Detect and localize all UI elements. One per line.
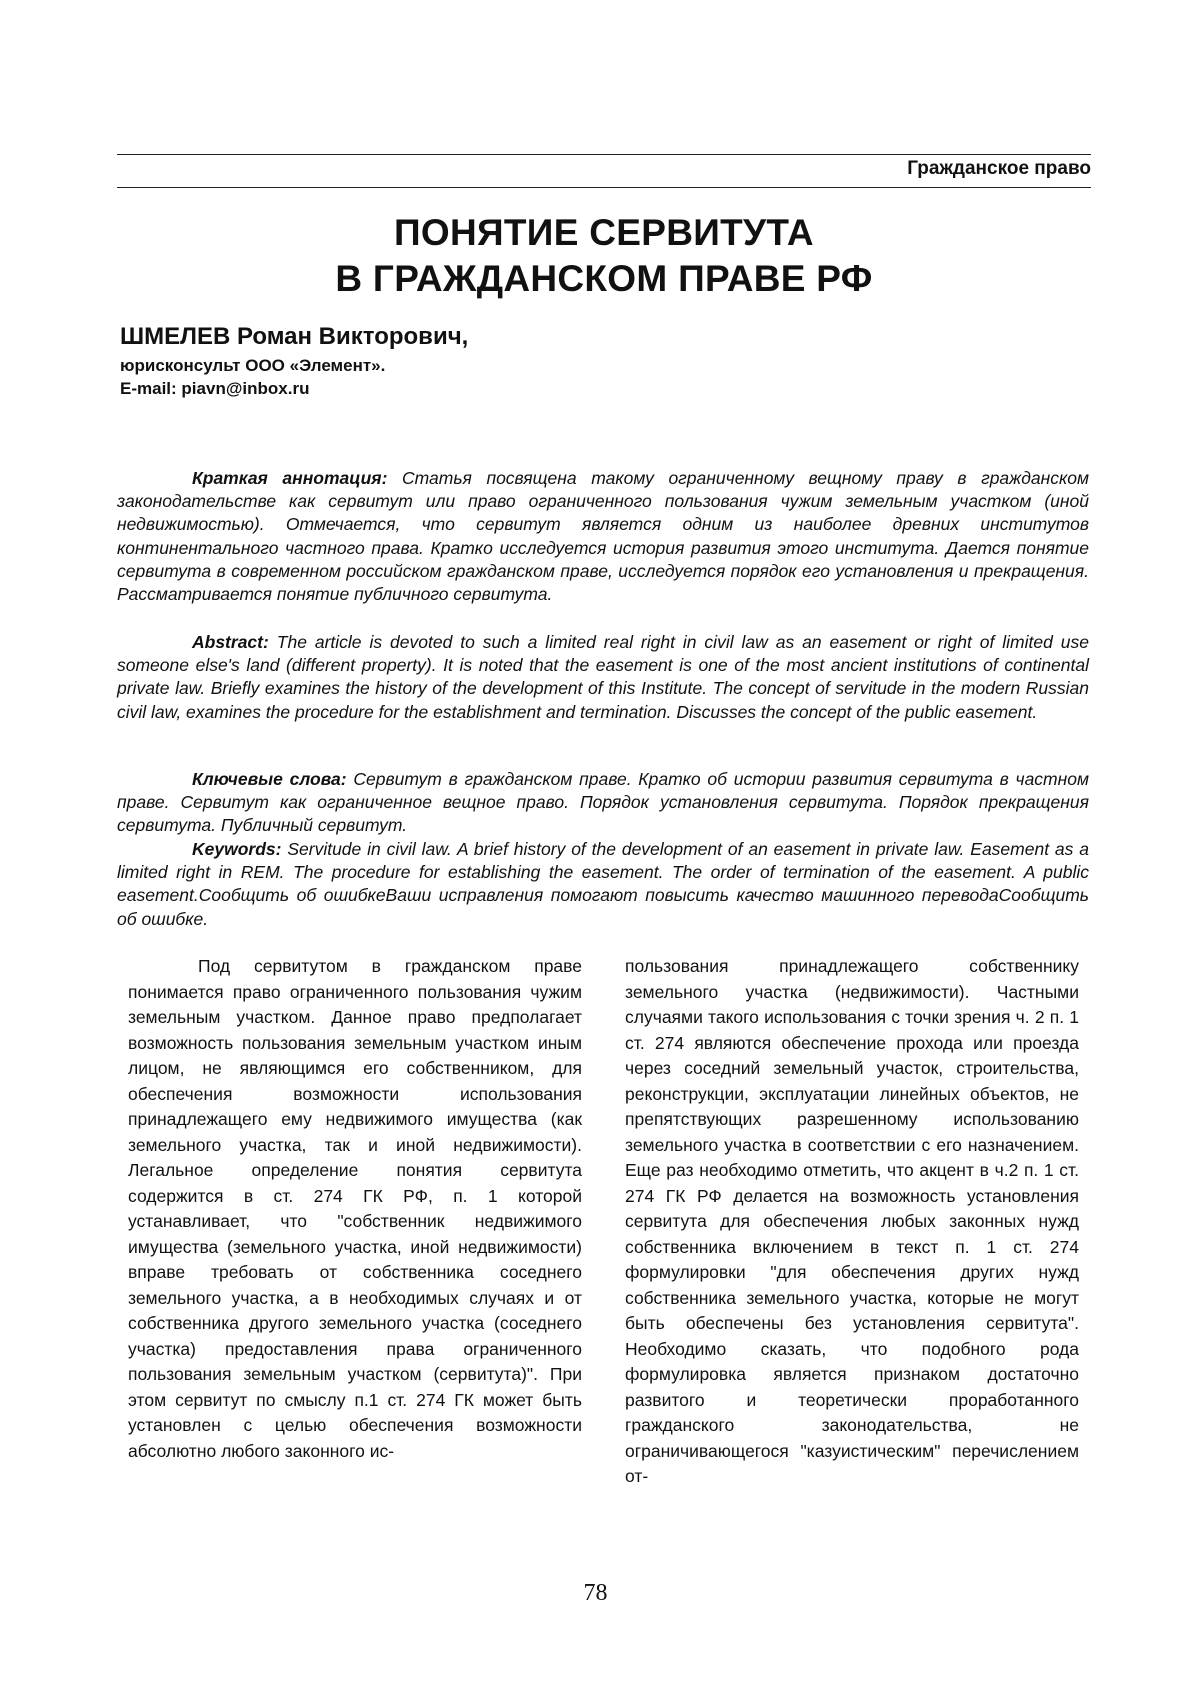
keywords-ru-label: Ключевые слова:	[192, 769, 347, 789]
annotation-ru	[117, 467, 1089, 606]
keywords-ru-text: Сервитут в гражданском праве. Кратко об истории развития сервитута в частном праве. Сервитут как ограниченное вещное право. Порядок установления сервитута. Порядок прекращения сервитута. Публичный сервитут.	[117, 769, 1089, 836]
page-number: 78	[583, 1580, 608, 1606]
author-position: юрисконсульт ООО «Элемент».	[120, 356, 386, 375]
author-email-line	[120, 379, 309, 399]
author-name: ШМЕЛЕВ Роман Викторович,	[120, 323, 469, 350]
article-title-line-1: ПОНЯТИЕ СЕРВИТУТА	[394, 212, 814, 253]
body-column-right: пользования принадлежащего собственнику земельного участка (недвижимости). Частными случаями такого использования с точки зрения ч. 2 п. 1 ст. 274 являются обеспечение прохода или проезда через соседний земельный участок, строительства, реконструкции, эксплуатации линейных объектов, не препятствующих разрешенному использованию земельного участка в соответствии с его назначением. Еще раз необходимо отметить, что акцент в ч.2 п. 1 ст. 274 ГК РФ делается на возможность установления сервитута для обеспечения любых законных нужд собственника включением в текст п. 1 ст. 274 формулировки "для обеспечения других нужд собственника земельного участка, которые не могут быть обеспечены без установления сервитута". Необходимо сказать, что подобного рода формулировка является признаком достаточно развитого и теоретически проработанного гражданского законодательства, не ограничивающегося "казуистическим" перечислением от-	[625, 956, 1079, 1486]
keywords-en	[117, 838, 1089, 931]
keywords-en-text: Servitude in civil law. A brief history of the development of an easement in private law. Easement as a limited right in REM. The procedure for establishing the easement. The order of termination of the easement. A public easement.Сообщить об ошибкеВаши исправления помогают повысить качество машинного переводаСообщить об ошибке.	[117, 839, 1089, 929]
section-heading: Гражданское право	[907, 158, 1091, 179]
author-email-label: E-mail:	[120, 379, 177, 398]
article-title-line-2: В ГРАЖДАНСКОМ ПРАВЕ РФ	[335, 258, 873, 299]
annotation-ru-text: Статья посвящена такому ограниченному вещному праву в гражданском законодательстве как сервитут или право ограниченного пользования чужим земельным участком (иной недвижимостью). Отмечается, что сервитут является одним из наиболее древних институтов континентального частного права. Кратко исследуется история развития этого института. Дается понятие сервитута в современном российском гражданском праве, исследуется порядок его установления и прекращения. Рассматривается понятие публичного сервитута.	[117, 468, 1089, 605]
keywords-ru	[117, 768, 1089, 838]
body-column-left: Под сервитутом в гражданском праве понимается право ограниченного пользования чужим земельным участком. Данное право предполагает возможность пользования земельным участком иным лицом, не являющимся его собственником, для обеспечения возможности использования принадлежащего ему недвижимого имущества (как земельного участка, так и иной недвижимости). Легальное определение понятия сервитута содержится в ст. 274 ГК РФ, п. 1 которой устанавливает, что "собственник недвижимого имущества (земельного участка, иной недвижимости) вправе требовать от собственника соседнего земельного участка, а в необходимых случаях и от собственника другого земельного участка (соседнего участка) предоставления права ограниченного пользования земельным участком (сервитута)". При этом сервитут по смыслу п.1 ст. 274 ГК может быть установлен с целью обеспечения возможности абсолютно любого законного ис-	[128, 956, 582, 1461]
abstract-en-text: The article is devoted to such a limited real right in civil law as an easement or right of limited use someone else's land (different property). It is noted that the easement is one of the most ancient institutions of continental private law. Briefly examines the history of the development of this Institute. The concept of servitude in the modern Russian civil law, examines the procedure for the establishment and termination. Discusses the concept of the public easement.	[117, 632, 1089, 722]
annotation-ru-label: Краткая аннотация:	[192, 468, 388, 488]
abstract-en	[117, 631, 1089, 724]
header-rule-top	[117, 154, 1091, 155]
header-rule-bottom	[117, 187, 1091, 188]
keywords-en-label: Keywords:	[192, 839, 282, 859]
article-title	[117, 210, 1091, 302]
abstract-en-label: Abstract:	[192, 632, 269, 652]
author-email: piavn@inbox.ru	[181, 379, 310, 398]
